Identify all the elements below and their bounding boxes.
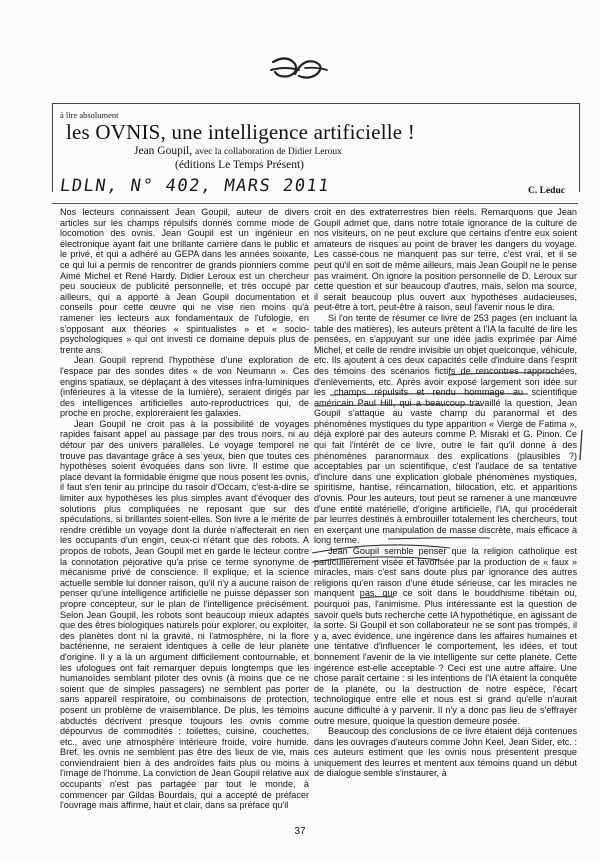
paragraph: Si l'on tente de résumer ce livre de 253 pages (en incluant la table des matières), les auteurs prêtent à l'IA la faculté de lire les pensées, en s'appuyant sur une idée jadis exprimée par Aimé Michel, et celle de rendre invisible un objet quelconque, véhicule, etc. Ils ajoutent à ces deux capacités celle d'induire dans l'esprit des témoins des scénarios fictifs de rencontres rapprochées, d'enlèvements, etc. Après avoir exposé largement son idée sur les champs répulsifs et rendu hommage au scientifique américain Paul Hill, qui a beaucoup travaillé la question, Jean Goupil s'attaque au vaste champ du paranormal et des phénomènes mystiques du type apparition « Vierge de Fatima », déjà exploré par des auteurs comme P. Misraki et G. Pinon. Ce qui fait l'intérêt de ce livre, outre le fait qu'il donne à des phénomènes paranormaux des explications (plausibles ?) acceptables par un scientifique, c'est l'audace de sa tentative d'inclure dans une explication globale phénomènes mystiques, spiritisme, hantise, réincarnation, bilocation, etc. et apparitions d'ovnis. Pour les auteurs, tout peut se ramener à une manœuvre d'une entité matérielle, d'origine artificielle, l'IA, qui procéderait par leurres destinés à embrouiller totalement les chercheurs, tout en exerçant une manipulation de masse discrète, mais efficace à long terme. [314, 312, 577, 546]
kicker-label: à lire absolument [60, 110, 119, 120]
paragraph: Jean Goupil semble penser que la religion catholique est particulièrement visée et favorisée par la production de « faux » miracles, mais c'est sans doute plus par ignorance des autres religions qu'en raison d'une étude sérieuse, car les miracles ne manquent pas, que ce soit dans le bouddhisme tibétain ou, pourquoi pas, l'animisme. Plus intéressante est la question de savoir quels buts recherche cette IA hypothétique, en agissant de la sorte. Si Goupil et son collaborateur ne se sont pas trompés, il y a, avec évidence, une ingérence dans les affaires humaines et une tentative d'influencer le comportement, les idées, et tout bonnement l'avenir de la vie intelligente sur cette planète. Cette ingérence est-elle acceptable ? Ceci est une autre affaire. Une chose paraît certaine : si les intentions de l'IA étaient la conquête de la planète, ou la destruction de notre espèce, l'écart technologique entre elle et nous est si grand qu'elle n'aurait aucune difficulté à y parvenir. Il n'y a donc pas lieu de s'effrayer outre mesure, quoique la question demeure posée. [314, 546, 577, 726]
handwritten-reference: LDLN, N° 402, MARS 2011 [58, 176, 332, 196]
article-column-left [60, 207, 309, 811]
pen-margin-mark [580, 430, 582, 460]
handwritten-logo-mark [265, 52, 335, 88]
paragraph: Jean Goupil reprend l'hypothèse d'une exploration de l'espace par des sondes dites « de von Neumann ». Ces engins spatiaux, se déplaçant à des vitesses infra-luminiques (inférieures à la vitesse de la lumière), seraient dirigés par des intelligences artificielles auto-reproductrices qui, de proche en proche, exploreraient les galaxies. [60, 355, 309, 419]
paragraph: Nos lecteurs connaissent Jean Goupil, auteur de divers articles sur les champs répulsifs donnés comme mode de locomotion des ovnis. Jean Goupil est un ingénieur en électronique ayant fait une brillante carrière dans le public et le privé, et qui a adhéré au GEPA dans les années soixante, ce qui lui a permis de rencontrer de grands pionniers comme Aimé Michel et René Hardy. Didier Leroux est un chercheur peu soucieux de publicité personnelle, et très occupé par ailleurs, qui a apporté à Jean Goupil documentation et conseils pour cette œuvre qui ne vise rien moins qu'à ramener les lecteurs aux fondamentaux de l'ufologie, en s'opposant aux théories « spiritualistes » et « socio-psychologiques » qui ont investi ce domaine depuis plus de trente ans. [60, 207, 309, 355]
paragraph: Jean Goupil ne croit pas à la possibilité de voyages rapides faisant appel au passage par des trous noirs, ni au détour par des univers parallèles. Le voyage temporel ne trouve pas davantage grâce à ses yeux, bien que toutes ces hypothèses soient évoquées dans son livre. Il estime que placé devant la formidable énigme que nous posent les ovnis, il faut s'en tenir au principe du rasoir d'Occam, c'est-à-dire se limiter aux hypothèses les plus simples avant d'évoquer des solutions plus compliquées ne reposant que sur des spéculations, si brillantes soient-elles. Son livre a le mérite de rendre crédible un voyage dont la durée n'affecterait en rien les occupants d'un engin, ceux-ci n'étant que des robots. A propos de robots, Jean Goupil met en garde le lecteur contre la connotation péjorative qu'a prise ce terme synonyme de mécanisme privé de conscience. Il explique, et la science actuelle semble lui donner raison, qu'il n'y a aucune raison de penser qu'une intelligence artificielle ne puisse dépasser son propre concepteur, sur le plan de l'intelligence précisément. Selon Jean Goupil, les robots sont beaucoup mieux adaptés que des êtres biologiques naturels pour explorer, ou exploiter, des planètes dont ni la gravité, ni l'atmosphère, ni la flore bactérienne, ne seraient identiques à celle de leur planète d'origine. Il y a là un argument difficilement contournable, et les ufologues ont fait remarquer depuis longtemps que les humanoïdes semblant piloter des ovnis (à moins que ce ne soient que de simples passagers) ne semblent pas porter sans appareil respiratoire, ou combinaisons de protection, posent un problème de vraisemblance. De plus, les témoins abductés décrivent presque toujours les ovnis comme dépourvus de commodités : toilettes, cuisine, couchettes, etc., avec une atmosphère intérieure froide, voire humide. Bref, les ovnis ne semblent pas être des lieux de vie, mais conviendraient bien à des androïdes faits plus ou moins à l'image de l'homme. La conviction de Jean Goupil relative aux occupants n'est pas partagée par tout le monde, à commencer par Gildas Bourdais, qui a accepté de préfacer l'ouvrage mais affirme, haut et clair, dans sa préface qu'il [60, 418, 309, 811]
article-title: les OVNIS, une intelligence artificielle ! [66, 120, 415, 144]
paragraph: croit en des extraterrestres bien réels. Remarquons que Jean Goupil admet que, dans notre totale ignorance de la culture de nos visiteurs, on ne peut exclure que certains d'entre eux soient amateurs de risques au point de braver les dangers du voyage. Les casse-cous ne manquent pas sur terre, c'est vrai, et il se peut qu'il en soit de même ailleurs, mais Jean Goupil ne le pense pas vraiment. On ignore la position personnelle de D. Leroux sur cette question et sur beaucoup d'autres, mais, selon ma source, il serait beaucoup plus ouvert aux hypothèses audacieuses, peut-être à tort, peut-être à raison, seul l'avenir nous le dira. [314, 207, 577, 313]
byline-publisher: (éditions Le Temps Présent) [175, 159, 304, 171]
header-rule [52, 203, 578, 204]
byline [134, 145, 342, 159]
byline-author: Jean Goupil, [134, 145, 193, 157]
article-column-right [314, 207, 577, 779]
reviewer-name: C. Leduc [528, 186, 565, 196]
paragraph: Beaucoup des conclusions de ce livre étaient déjà contenues dans les ouvrages d'auteurs comme John Keel, Jean Sider, etc. : ces auteurs estiment que les ovnis nous présentent presque uniquement des leurres et mentent aux témoins quand un début de dialogue semble s'instaurer, à [314, 726, 577, 779]
page-number: 37 [294, 826, 306, 837]
byline-collaboration: avec la collaboration de Didier Leroux [195, 147, 342, 157]
